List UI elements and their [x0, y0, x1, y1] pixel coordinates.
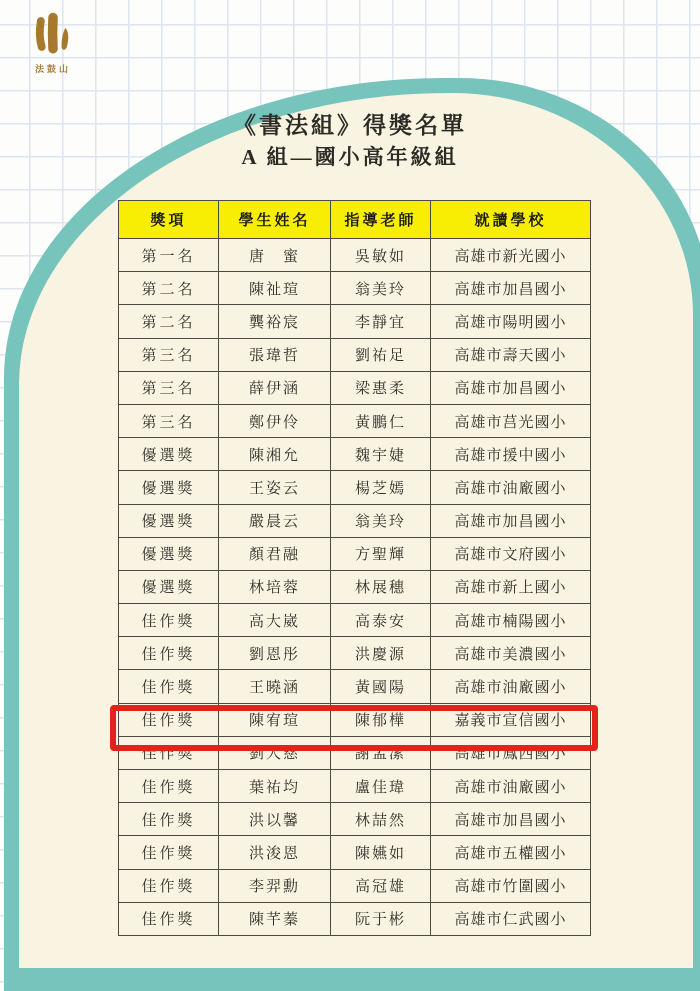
table-cell: 張瑋哲: [219, 338, 331, 371]
table-cell: 佳作獎: [119, 703, 219, 736]
table-row: [119, 504, 591, 537]
table-cell: 黃鵬仁: [331, 404, 431, 437]
table-cell: 唐 蜜: [219, 239, 331, 272]
table-cell: 陳宥瑄: [219, 703, 331, 736]
brush-dot: [62, 28, 69, 50]
table-cell: 佳作獎: [119, 869, 219, 902]
table-cell: 佳作獎: [119, 670, 219, 703]
table-cell: 魏宇婕: [331, 438, 431, 471]
table-cell: 洪以馨: [219, 803, 331, 836]
table-cell: 方聖輝: [331, 537, 431, 570]
table-cell: 第三名: [119, 371, 219, 404]
table-cell: 葉祐均: [219, 770, 331, 803]
table-cell: 盧佳瑋: [331, 770, 431, 803]
table-cell: 王曉涵: [219, 670, 331, 703]
table-cell: 劉恩彤: [219, 637, 331, 670]
table-cell: 洪慶源: [331, 637, 431, 670]
table-row: [119, 338, 591, 371]
table-cell: 優選獎: [119, 471, 219, 504]
page-title: 《書法組》得獎名單: [233, 113, 467, 138]
table-cell: 佳作獎: [119, 637, 219, 670]
table-row: [119, 305, 591, 338]
table-cell: 第一名: [119, 239, 219, 272]
table-cell: 高雄市新光國小: [431, 239, 591, 272]
table-row: [119, 471, 591, 504]
table-cell: 薛伊涵: [219, 371, 331, 404]
table-cell: 佳作獎: [119, 803, 219, 836]
table-cell: 佳作獎: [119, 836, 219, 869]
column-header: 學生姓名: [219, 201, 331, 239]
table-cell: 高雄市加昌國小: [431, 504, 591, 537]
table-cell: 優選獎: [119, 537, 219, 570]
table-cell: 第三名: [119, 404, 219, 437]
table-cell: 高雄市仁武國小: [431, 902, 591, 935]
table-cell: 高雄市加昌國小: [431, 803, 591, 836]
table-cell: 高雄市油廠國小: [431, 670, 591, 703]
table-row: [119, 736, 591, 769]
table-cell: 劉人慈: [219, 736, 331, 769]
table-row: [119, 438, 591, 471]
table-cell: 李靜宜: [331, 305, 431, 338]
table-row: [119, 670, 591, 703]
table-body: [119, 239, 591, 936]
table-row: [119, 239, 591, 272]
table-cell: 翁美玲: [331, 504, 431, 537]
table-row: [119, 902, 591, 935]
table-cell: 高雄市加昌國小: [431, 371, 591, 404]
table-cell: 高雄市陽明國小: [431, 305, 591, 338]
column-header: 指導老師: [331, 201, 431, 239]
table-cell: 高雄市加昌國小: [431, 272, 591, 305]
table-header-row: [119, 201, 591, 239]
table-cell: 顏君融: [219, 537, 331, 570]
table-cell: 佳作獎: [119, 736, 219, 769]
table-cell: 梁惠柔: [331, 371, 431, 404]
table-row: [119, 869, 591, 902]
table-cell: 楊芝嫣: [331, 471, 431, 504]
table-cell: 高雄市壽天國小: [431, 338, 591, 371]
table-cell: 陳郁樺: [331, 703, 431, 736]
table-cell: 高雄市楠陽國小: [431, 604, 591, 637]
table-cell: 第二名: [119, 272, 219, 305]
table-row: [119, 537, 591, 570]
table-cell: 嘉義市宣信國小: [431, 703, 591, 736]
table-cell: 陳嬿如: [331, 836, 431, 869]
table-cell: 高雄市油廠國小: [431, 770, 591, 803]
table-cell: 優選獎: [119, 504, 219, 537]
table-cell: 高泰安: [331, 604, 431, 637]
table-cell: 佳作獎: [119, 902, 219, 935]
table-cell: 陳湘允: [219, 438, 331, 471]
table-cell: 優選獎: [119, 570, 219, 603]
organization-logo: [18, 12, 88, 75]
table-cell: 林培蓉: [219, 570, 331, 603]
table-cell: 嚴晨云: [219, 504, 331, 537]
award-table: [118, 200, 591, 936]
table-cell: 吳敏如: [331, 239, 431, 272]
table-cell: 第二名: [119, 305, 219, 338]
table-row: [119, 803, 591, 836]
table-row: [119, 836, 591, 869]
table-cell: 高雄市竹圍國小: [431, 869, 591, 902]
table-row: [119, 770, 591, 803]
table-cell: 高雄市鳳西國小: [431, 736, 591, 769]
heading: [0, 110, 700, 173]
table-cell: 洪浚恩: [219, 836, 331, 869]
table-row: [119, 570, 591, 603]
table-cell: 第三名: [119, 338, 219, 371]
table-cell: 黃國陽: [331, 670, 431, 703]
table-cell: 高大崴: [219, 604, 331, 637]
table-cell: 高雄市美濃國小: [431, 637, 591, 670]
table-cell: 佳作獎: [119, 770, 219, 803]
table-cell: 阮于彬: [331, 902, 431, 935]
table-row: [119, 637, 591, 670]
table-cell: 龔裕宸: [219, 305, 331, 338]
table-cell: 謝孟潔: [331, 736, 431, 769]
table-cell: 陳祉瑄: [219, 272, 331, 305]
logo-caption: 法鼓山: [34, 64, 71, 74]
table-row: [119, 404, 591, 437]
table-cell: 李羿勳: [219, 869, 331, 902]
table-cell: 王姿云: [219, 471, 331, 504]
table-row: [119, 272, 591, 305]
column-header: 就讀學校: [431, 201, 591, 239]
table-cell: 劉祐足: [331, 338, 431, 371]
table-cell: 陳芊蓁: [219, 902, 331, 935]
table-cell: 優選獎: [119, 438, 219, 471]
table-cell: 高冠雄: [331, 869, 431, 902]
table-cell: 高雄市新上國小: [431, 570, 591, 603]
table-cell: 佳作獎: [119, 604, 219, 637]
table-row: [119, 604, 591, 637]
brush-stroke-mountain-icon: [27, 12, 79, 56]
column-header: 獎項: [119, 201, 219, 239]
table-cell: 高雄市油廠國小: [431, 471, 591, 504]
table-cell: 高雄市五權國小: [431, 836, 591, 869]
table-cell: 林展穗: [331, 570, 431, 603]
table-cell: 鄭伊伶: [219, 404, 331, 437]
table-cell: 林喆然: [331, 803, 431, 836]
table-cell: 翁美玲: [331, 272, 431, 305]
page-subtitle: A 組—國小高年級組: [241, 145, 459, 169]
table-cell: 高雄市援中國小: [431, 438, 591, 471]
table-cell: 高雄市莒光國小: [431, 404, 591, 437]
table-row: [119, 371, 591, 404]
table-row-highlighted: [119, 703, 591, 736]
table-cell: 高雄市文府國小: [431, 537, 591, 570]
